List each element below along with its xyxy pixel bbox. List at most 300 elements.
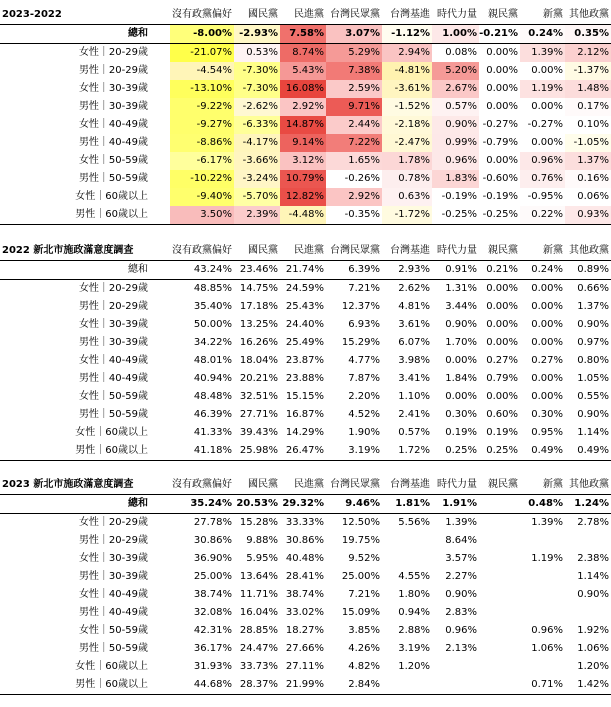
column-header: 沒有政黨偏好 [172,245,232,256]
table-cell: 16.26% [239,337,278,348]
table-cell: -2.18% [382,116,432,134]
table-cell: 0.19% [486,427,518,438]
row-label: 男性｜50-59歲 [78,173,148,184]
table-cell: 25.98% [239,445,278,456]
table-cell: 0.25% [445,445,477,456]
table-cell: 15.09% [341,607,380,618]
table-cell: 11.71% [239,589,278,600]
table-cell: 2.62% [398,283,430,294]
table-cell: 2.83% [445,607,477,618]
table-cell: 32.51% [239,391,278,402]
table-cell [479,622,520,640]
table-cell: 48.01% [193,355,232,366]
table-cell: 50.00% [193,319,232,330]
column-header: 民進黨 [294,9,324,20]
table-cell: 0.00% [479,152,520,170]
table-cell: 2.92% [280,98,326,116]
table-cell: 14.29% [285,427,324,438]
table-cell: 0.90% [445,319,477,330]
table-cell: -0.60% [479,170,520,188]
table-cell: 0.48% [528,498,563,509]
table-cell: 21.74% [285,264,324,275]
table-cell: -1.72% [382,206,432,224]
table-cell: 12.50% [341,517,380,528]
row-label: 男性｜20-29歲 [78,535,148,546]
table-cell: 0.63% [382,188,432,206]
table-cell: 0.00% [486,319,518,330]
table-cell: 48.48% [193,391,232,402]
table-cell [479,658,520,676]
table-cell: 0.19% [445,427,477,438]
table-cell [479,532,520,550]
table-cell: 38.74% [193,589,232,600]
table-cell: 0.00% [520,134,565,152]
table-cell: 2.78% [577,517,609,528]
table-header-row [0,242,611,261]
table-cell: -4.48% [280,206,326,224]
table-row [0,206,611,224]
table-cell: 3.41% [398,373,430,384]
table-title: 2023 新北市施政滿意度調查 [2,479,134,490]
row-label: 女性｜20-29歲 [78,517,148,528]
row-label: 女性｜50-59歲 [78,625,148,636]
table-cell [520,586,565,604]
table-cell [479,604,520,622]
table-cell: 2.92% [326,188,382,206]
table-cell: 0.00% [520,62,565,80]
row-label: 女性｜40-49歲 [78,589,148,600]
table-cell: 0.30% [445,409,477,420]
table-cell: 3.85% [348,625,380,636]
table-cell: 0.06% [565,188,611,206]
table-cell: 0.96% [445,625,477,636]
column-header: 台灣基進 [390,9,430,20]
row-label: 總和 [128,498,148,509]
table-cell: 2.27% [445,571,477,582]
row-label: 女性｜60歲以上 [75,661,148,672]
table-cell: 0.76% [520,170,565,188]
table-cell: 42.31% [193,625,232,636]
table-cell: -6.17% [170,152,234,170]
table-cell: 0.00% [531,319,563,330]
table-cell: -0.19% [432,188,479,206]
table-cell: 5.95% [246,553,278,564]
table-row [0,442,611,460]
table-cell: 23.88% [285,373,324,384]
table-cell: 3.12% [280,152,326,170]
table-cell: 14.87% [280,116,326,134]
table-cell: 0.00% [531,283,563,294]
table-cell: 1.20% [398,661,430,672]
row-label: 男性｜30-39歲 [78,571,148,582]
table-cell: 0.35% [565,25,611,43]
table-cell: 18.04% [239,355,278,366]
table-bottom-rule [0,694,611,695]
table-cell: 40.94% [193,373,232,384]
table-cell: 7.87% [348,373,380,384]
table-row [0,586,611,604]
table-cell: 0.79% [486,373,518,384]
row-label: 女性｜40-49歲 [78,355,148,366]
table-cell: 39.43% [239,427,278,438]
table-cell: -5.70% [234,188,280,206]
row-label: 男性｜30-39歲 [78,337,148,348]
table-cell: 27.78% [193,517,232,528]
table-cell: -0.95% [520,188,565,206]
table-cell: 24.59% [285,283,324,294]
table-cell: -1.37% [565,62,611,80]
table-cell: 3.50% [170,206,234,224]
table-title: 2022 新北市施政滿意度調查 [2,245,134,256]
column-header: 國民黨 [248,479,278,490]
table-cell: 0.21% [486,264,518,275]
table-cell: 3.19% [398,643,430,654]
table-cell: -4.54% [170,62,234,80]
column-header: 台灣民眾黨 [330,245,380,256]
table-cell: 35.40% [193,301,232,312]
table-cell: 0.94% [398,607,430,618]
table-row [0,658,611,676]
table-cell: 0.00% [479,62,520,80]
table-cell [479,640,520,658]
table-cell: 1.39% [531,517,563,528]
table-cell: -0.25% [479,206,520,224]
table-cell: -4.81% [382,62,432,80]
column-header: 新黨 [543,479,563,490]
table-cell: 14.75% [239,283,278,294]
row-label: 總和 [128,264,148,275]
table-cell [479,676,520,694]
column-header: 新黨 [543,9,563,20]
column-header: 其他政黨 [569,245,609,256]
table-cell: 25.43% [285,301,324,312]
table-cell: 9.88% [246,535,278,546]
table-row [0,676,611,694]
table-row [0,334,611,352]
row-label: 女性｜30-39歲 [78,83,148,94]
table-cell: 16.87% [285,409,324,420]
table-cell: 1.14% [577,571,609,582]
table-cell: -3.24% [234,170,280,188]
table-row [0,152,611,170]
table-row [0,352,611,370]
table-cell: 27.66% [285,643,324,654]
table-cell: -0.79% [479,134,520,152]
table-cell: 27.71% [239,409,278,420]
table-cell: 9.14% [280,134,326,152]
table-cell: -0.25% [432,206,479,224]
table-cell: -9.40% [170,188,234,206]
row-label: 男性｜50-59歲 [78,643,148,654]
row-label: 總和 [128,28,148,39]
table-cell: 4.81% [398,301,430,312]
table-cell: -4.17% [234,134,280,152]
table-cell: 0.96% [520,152,565,170]
table-cell: 1.20% [577,661,609,672]
table-cell: 24.47% [239,643,278,654]
table-cell: 17.18% [239,301,278,312]
table-cell: 0.93% [565,206,611,224]
table-cell: 25.00% [193,571,232,582]
column-header: 民進黨 [294,479,324,490]
table-cell: -6.33% [234,116,280,134]
table-cell: 1.05% [577,373,609,384]
table-cell: 2.93% [398,264,430,275]
table-row [0,604,611,622]
table-cell: 0.00% [479,80,520,98]
column-header: 親民黨 [488,479,518,490]
table-cell: 1.48% [565,80,611,98]
table-cell: 18.27% [285,625,324,636]
table-cell: 0.96% [531,625,563,636]
column-header: 台灣民眾黨 [330,9,380,20]
table-cell [520,604,565,622]
table-cell: 12.82% [280,188,326,206]
table-cell: 15.29% [341,337,380,348]
table-cell [479,568,520,586]
table-cell: 2.88% [398,625,430,636]
table-row [0,640,611,658]
data-table [0,242,611,461]
table-cell: 26.47% [285,445,324,456]
table-cell: -1.05% [565,134,611,152]
row-label: 女性｜60歲以上 [75,191,148,202]
table-cell: 7.58% [280,25,326,43]
table-header-row [0,476,611,495]
table-cell: 1.91% [442,498,477,509]
row-label: 男性｜20-29歲 [78,65,148,76]
table-cell: 40.48% [285,553,324,564]
table-cell: 0.49% [577,445,609,456]
table-cell: -0.21% [479,25,520,43]
table-cell [479,586,520,604]
table-cell [382,532,432,550]
table-cell: 6.39% [348,264,380,275]
table-cell: 1.14% [577,427,609,438]
table-cell: 19.75% [341,535,380,546]
table-cell: 20.21% [239,373,278,384]
table-row [0,622,611,640]
table-cell: 0.00% [486,391,518,402]
table-cell: 7.21% [348,283,380,294]
table-cell: -0.27% [520,116,565,134]
table-cell: 16.04% [239,607,278,618]
column-header: 時代力量 [437,9,477,20]
table-cell: 13.25% [239,319,278,330]
table-cell: 1.39% [445,517,477,528]
table-cell: 1.42% [577,679,609,690]
table-row [0,550,611,568]
table-cell: 0.22% [520,206,565,224]
table-cell: 0.00% [531,373,563,384]
row-label: 女性｜20-29歲 [78,47,148,58]
table-cell: 0.90% [445,589,477,600]
table-cell: 1.83% [432,170,479,188]
row-label: 女性｜20-29歲 [78,283,148,294]
table-cell: 13.64% [239,571,278,582]
table-cell: 1.19% [531,553,563,564]
table-cell: 0.90% [577,589,609,600]
table-cell: 0.57% [432,98,479,116]
table-cell: 2.84% [348,679,380,690]
table-cell: 28.85% [239,625,278,636]
table-cell: 7.22% [326,134,382,152]
table-cell: 0.49% [531,445,563,456]
table-cell: 3.07% [326,25,382,43]
table-cell: -3.61% [382,80,432,98]
table-cell: 2.94% [382,44,432,62]
data-table [0,476,611,695]
table-cell: 2.12% [565,44,611,62]
table-row [0,98,611,116]
table-cell: 25.49% [285,337,324,348]
table-row [0,298,611,316]
table-cell: -8.86% [170,134,234,152]
table-cell [432,676,479,694]
table-cell: 20.53% [236,498,278,509]
table-row [0,370,611,388]
table-cell: 0.57% [398,427,430,438]
table-cell: 33.02% [285,607,324,618]
column-header: 其他政黨 [569,9,609,20]
table-cell: 2.59% [326,80,382,98]
table-cell: 0.00% [445,355,477,366]
table-cell: 1.65% [326,152,382,170]
table-cell: 41.33% [193,427,232,438]
table-cell: 0.53% [234,44,280,62]
table-cell [520,658,565,676]
table-cell: 21.99% [285,679,324,690]
table-cell: -13.10% [170,80,234,98]
table-row [0,424,611,442]
table-cell: 10.79% [280,170,326,188]
table-cell: 48.85% [193,283,232,294]
column-header: 時代力量 [437,245,477,256]
table-cell: 1.00% [432,25,479,43]
table-cell: 0.97% [577,337,609,348]
table-cell: 0.00% [531,301,563,312]
table-cell: -9.22% [170,98,234,116]
table-cell: 1.10% [398,391,430,402]
row-label: 男性｜20-29歲 [78,301,148,312]
table-cell: 9.52% [348,553,380,564]
table-row [0,514,611,532]
total-row [0,25,611,44]
table-cell: 36.17% [193,643,232,654]
table-cell: 1.31% [445,283,477,294]
table-row [0,406,611,424]
table-cell: 1.70% [445,337,477,348]
table-cell: -7.30% [234,62,280,80]
table-cell: 1.19% [520,80,565,98]
table-cell: -7.30% [234,80,280,98]
table-cell: 0.91% [445,264,477,275]
table-cell: 35.24% [190,498,232,509]
table-cell: -0.19% [479,188,520,206]
table-cell: 1.81% [395,498,430,509]
table-cell: -1.52% [382,98,432,116]
row-label: 男性｜60歲以上 [75,679,148,690]
table-cell: 2.39% [234,206,280,224]
table-row [0,44,611,62]
table-cell: 1.24% [574,498,609,509]
table-cell: 4.82% [348,661,380,672]
table-cell [382,550,432,568]
table-cell: -0.35% [326,206,382,224]
table-cell [479,550,520,568]
table-cell [479,495,520,513]
table-cell: 38.74% [285,589,324,600]
column-header: 台灣基進 [390,245,430,256]
table-row [0,532,611,550]
table-cell: 5.20% [432,62,479,80]
table-row [0,188,611,206]
table-cell: 28.41% [285,571,324,582]
table-cell: 30.86% [285,535,324,546]
table-cell: 23.46% [239,264,278,275]
table-cell: 3.61% [398,319,430,330]
column-header: 台灣民眾黨 [330,479,380,490]
table-cell: 0.00% [479,44,520,62]
column-header: 親民黨 [488,245,518,256]
table-cell: 8.74% [280,44,326,62]
table-cell: 3.57% [445,553,477,564]
table-cell: 1.06% [577,643,609,654]
table-cell: 1.72% [398,445,430,456]
table-cell: 25.00% [341,571,380,582]
table-cell [565,532,611,550]
table-cell [382,676,432,694]
table-cell: 28.37% [239,679,278,690]
column-header: 時代力量 [437,479,477,490]
table-cell: 24.40% [285,319,324,330]
table-cell: 0.90% [577,409,609,420]
table-cell: -0.26% [326,170,382,188]
table-cell: 2.67% [432,80,479,98]
table-cell: 0.80% [577,355,609,366]
table-row [0,316,611,334]
table-row [0,170,611,188]
table-cell: 7.21% [348,589,380,600]
table-cell: 0.24% [520,25,565,43]
table-cell: 12.37% [341,301,380,312]
table-cell: 0.27% [531,355,563,366]
table-cell: 0.66% [577,283,609,294]
table-cell: 9.71% [326,98,382,116]
table-cell: 3.98% [398,355,430,366]
row-label: 女性｜50-59歲 [78,391,148,402]
table-cell: 1.39% [520,44,565,62]
row-label: 女性｜30-39歲 [78,319,148,330]
table-cell: 1.84% [445,373,477,384]
table-cell: -0.27% [479,116,520,134]
row-label: 女性｜40-49歲 [78,119,148,130]
table-cell: 34.22% [193,337,232,348]
table-cell: 32.08% [193,607,232,618]
table-title: 2023-2022 [2,9,62,20]
table-cell: 0.10% [565,116,611,134]
table-cell: 4.77% [348,355,380,366]
table-cell: 3.19% [348,445,380,456]
table-cell: 0.90% [432,116,479,134]
table-cell: 0.00% [486,283,518,294]
row-label: 男性｜40-49歲 [78,137,148,148]
table-cell: 0.30% [531,409,563,420]
row-label: 男性｜30-39歲 [78,101,148,112]
table-bottom-rule [0,224,611,225]
row-label: 男性｜60歲以上 [75,209,148,220]
table-cell: 44.68% [193,679,232,690]
